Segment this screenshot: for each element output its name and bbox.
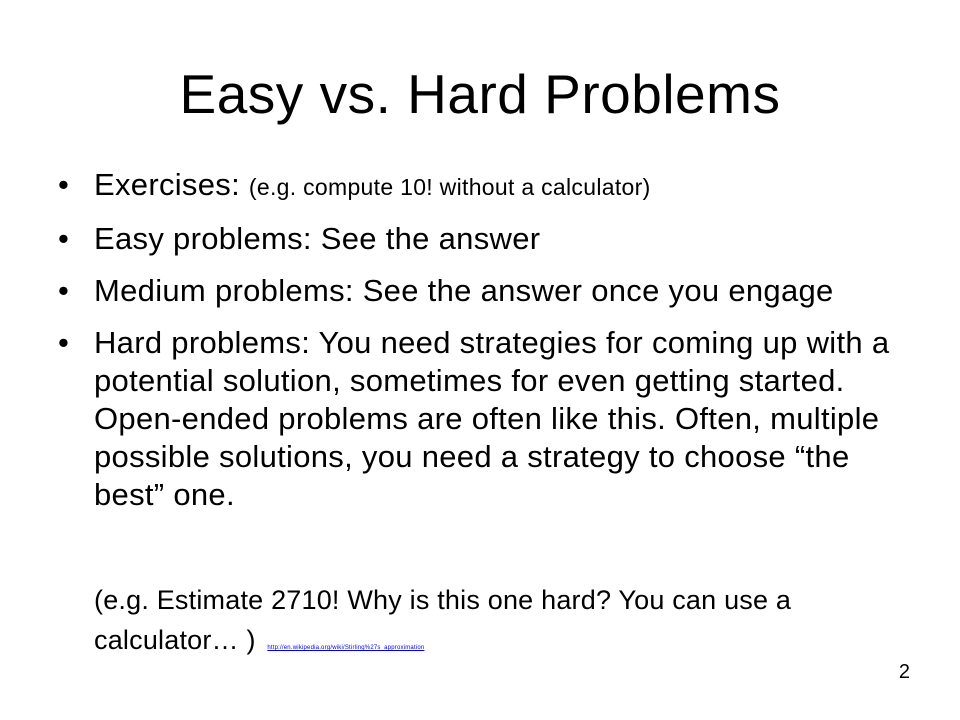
example-text: (e.g. Estimate 2710! Why is this one hard? You can use a calculator… )	[94, 585, 792, 655]
bullet-icon: •	[58, 325, 70, 360]
bullet-icon: •	[58, 221, 70, 256]
page-number: 2	[898, 661, 910, 683]
bullet-item-exercises	[58, 166, 908, 206]
bullet-icon: •	[58, 167, 70, 202]
example-paragraph	[94, 580, 894, 668]
bullet-label: Hard problems: You need strategies for coming up with a potential solution, sometimes for even getting started. Open-ended problems are often like this. Often, multiple possible solutions, you need a strategy to choose “the best” one.	[94, 325, 890, 512]
bullet-list	[58, 166, 908, 528]
bullet-item-hard	[58, 324, 908, 514]
bullet-label: Easy problems: See the answer	[94, 221, 541, 256]
slide-title: Easy vs. Hard Problems	[179, 63, 781, 125]
bullet-label: Exercises:	[94, 167, 249, 202]
bullet-item-easy	[58, 220, 908, 258]
bullet-icon: •	[58, 273, 70, 308]
stirling-approximation-link[interactable]: http://en.wikipedia.org/wiki/Stirling%27s_approximation	[267, 645, 425, 651]
bullet-note: (e.g. compute 10! without a calculator)	[248, 174, 651, 200]
bullet-label: Medium problems: See the answer once you engage	[94, 273, 834, 308]
bullet-item-medium	[58, 272, 908, 310]
